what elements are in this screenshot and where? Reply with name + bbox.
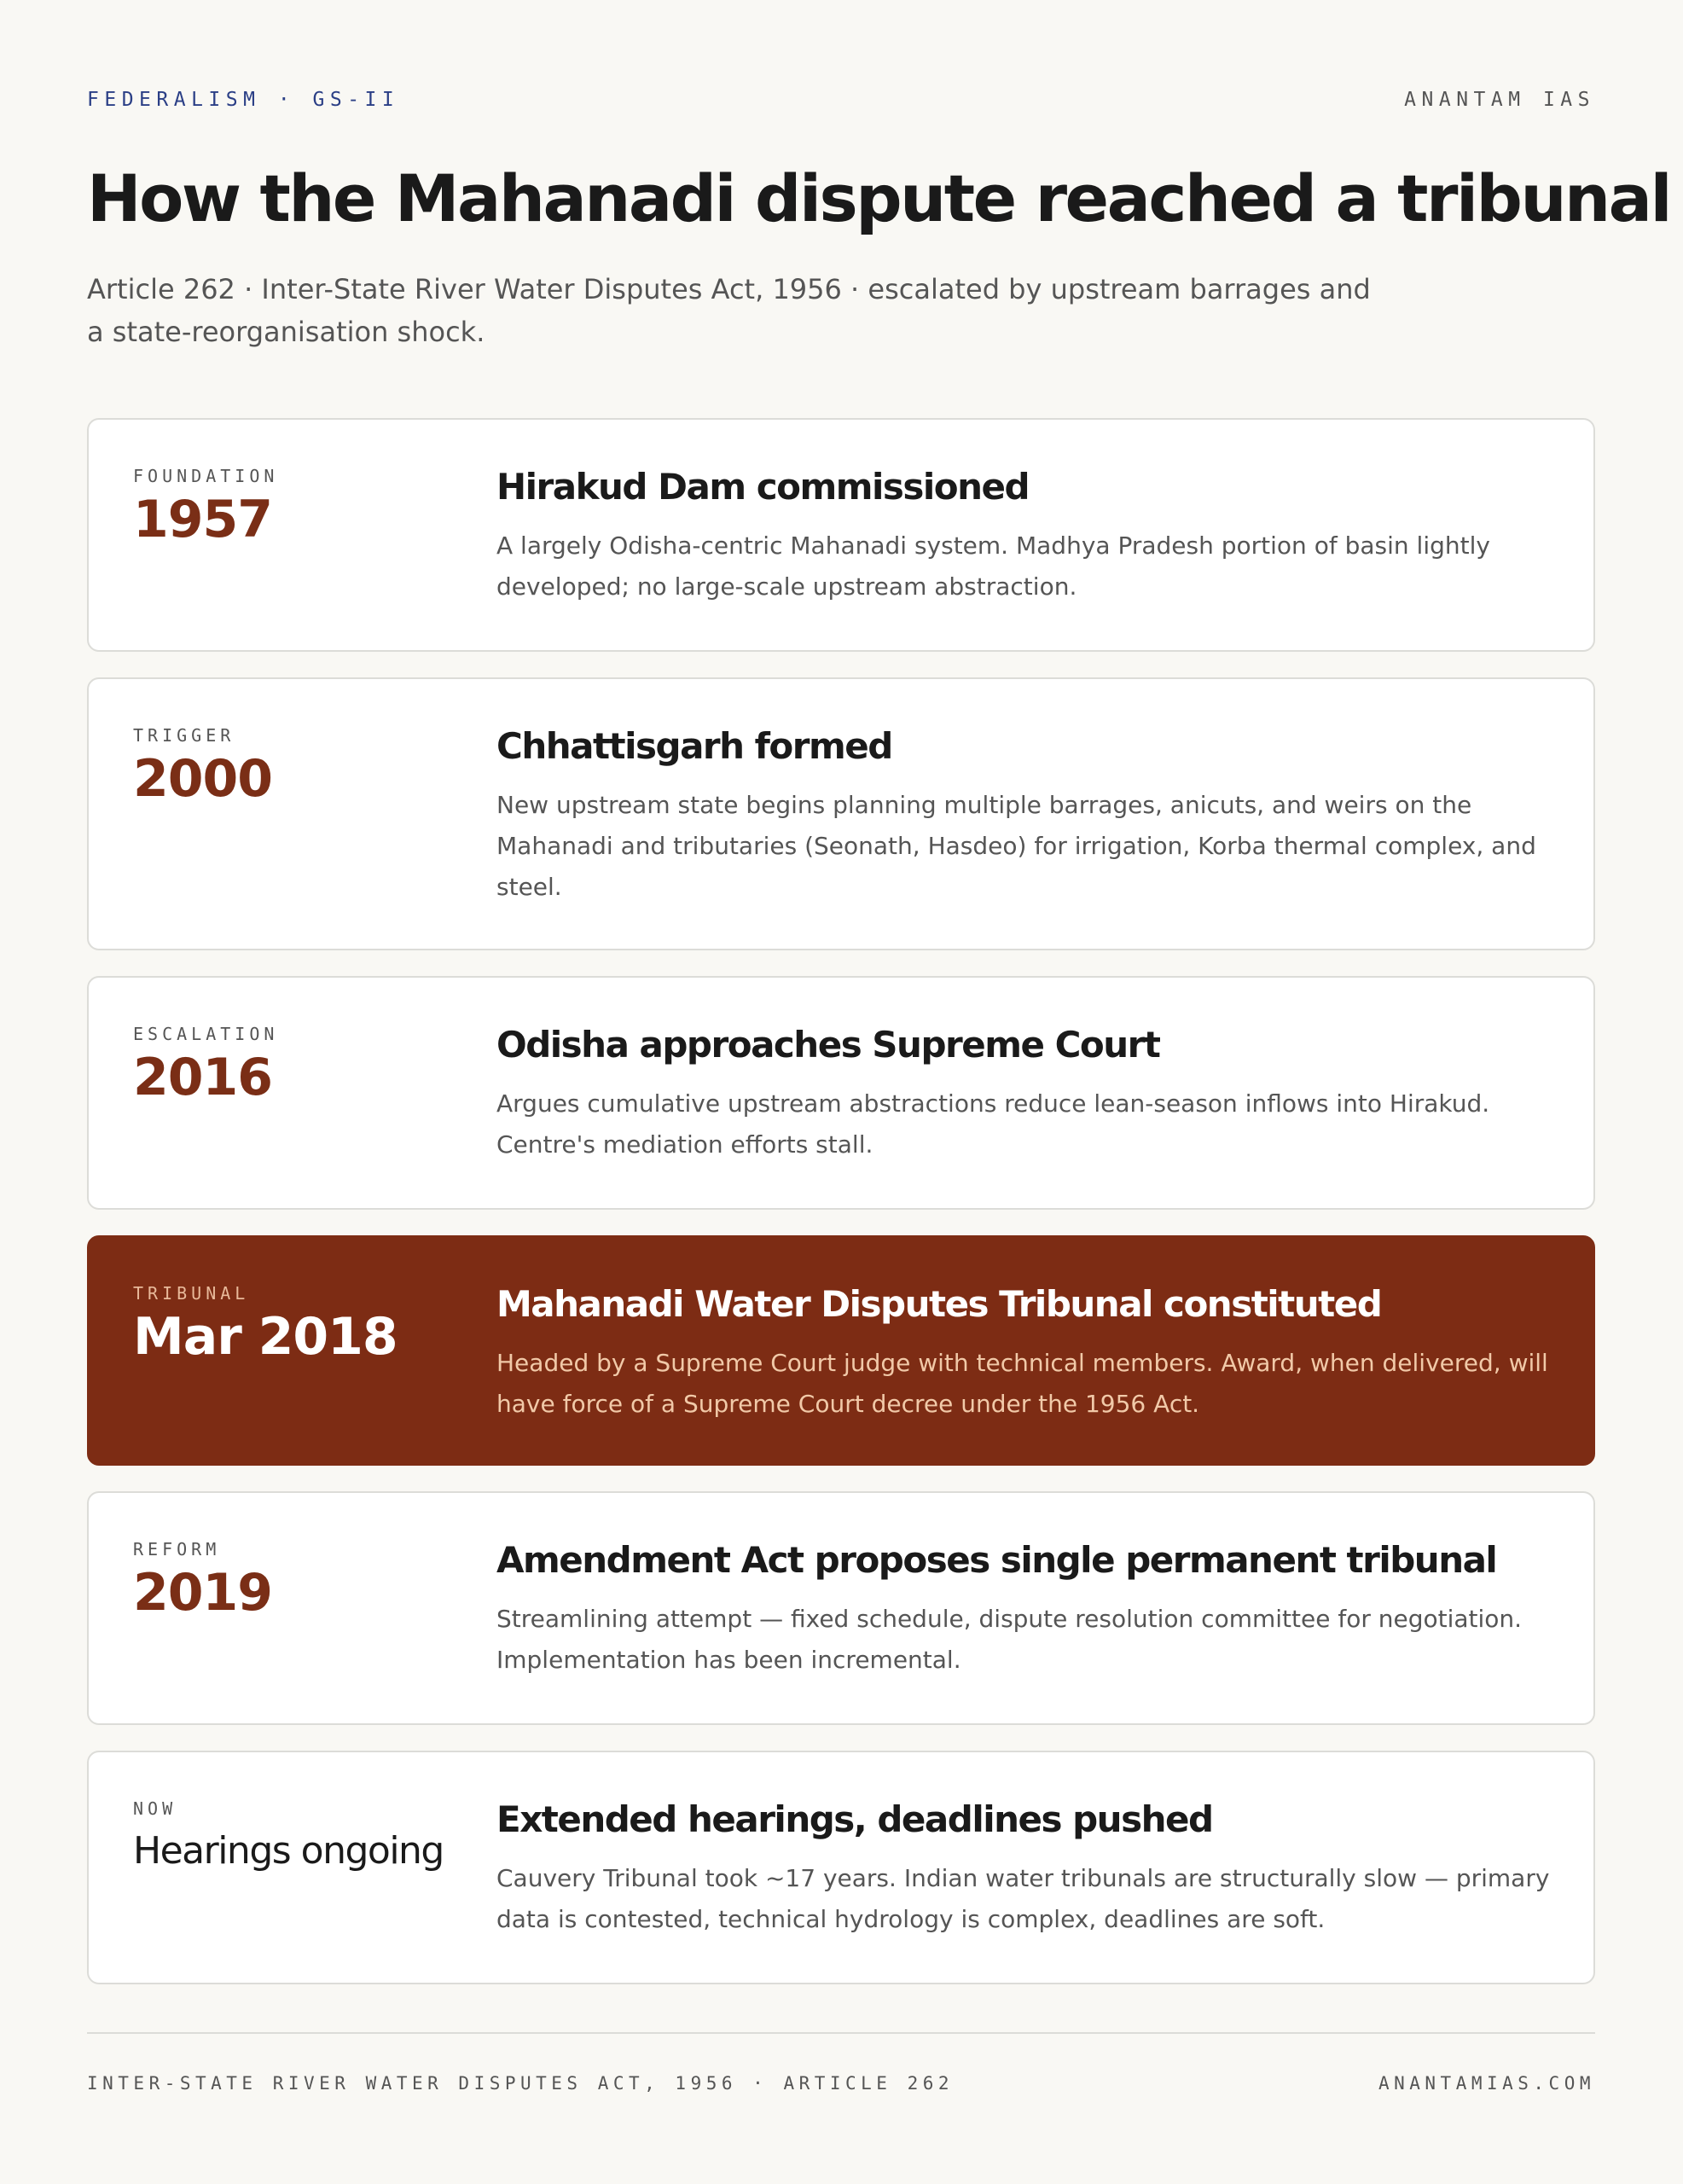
timeline-card-foundation <box>87 418 1595 652</box>
timeline-card-tribunal <box>87 1235 1595 1466</box>
card-heading: Odisha approaches Supreme Court <box>496 1024 1160 1066</box>
card-heading: Chhattisgarh formed <box>496 725 892 767</box>
timeline-card-escalation <box>87 976 1595 1210</box>
footer-website-link[interactable]: ANANTAMIAS.COM <box>1378 2073 1595 2094</box>
footer-divider <box>87 2032 1595 2034</box>
timeline-card-now <box>87 1751 1595 1984</box>
brand-name: ANANTAM IAS <box>1404 89 1595 111</box>
card-heading: Amendment Act proposes single permanent tribunal <box>496 1539 1497 1581</box>
card-description: Headed by a Supreme Court judge with technical members. Award, when delivered, will have force of a Supreme Court decree under the 1956 Act. <box>496 1349 1548 1418</box>
card-label: ESCALATION <box>133 1024 279 1044</box>
card-year: 2019 <box>133 1563 272 1623</box>
card-label: REFORM <box>133 1539 221 1560</box>
page-title: How the Mahanadi dispute reached a tribunal <box>87 160 1670 236</box>
card-description: A largely Odisha-centric Mahanadi system. Madhya Pradesh portion of basin lightly developed; no large-scale upstream abstraction. <box>496 531 1490 601</box>
card-heading: Extended hearings, deadlines pushed <box>496 1798 1213 1840</box>
card-year: Mar 2018 <box>133 1307 398 1367</box>
footer <box>87 2073 1595 2099</box>
card-year: 2000 <box>133 749 272 809</box>
card-label: FOUNDATION <box>133 466 279 486</box>
footer-reference: INTER-STATE RIVER WATER DISPUTES ACT, 1956 · ARTICLE 262 <box>87 2073 955 2094</box>
card-heading: Mahanadi Water Disputes Tribunal constituted <box>496 1283 1382 1325</box>
card-label: TRIBUNAL <box>133 1283 250 1304</box>
card-label: NOW <box>133 1798 177 1819</box>
card-description: New upstream state begins planning multiple barrages, anicuts, and weirs on the Mahanadi and tributaries (Seonath, Hasdeo) for irrigation, Korba thermal complex, and steel. <box>496 791 1536 901</box>
page-subtitle: Article 262 · Inter-State River Water Disputes Act, 1956 · escalated by upstream barrages and a state-reorganisation shock. <box>87 273 1371 348</box>
timeline-card-trigger <box>87 677 1595 950</box>
card-status: Hearings ongoing <box>133 1829 444 1873</box>
category-tag: FEDERALISM · GS-II <box>87 89 400 111</box>
card-description: Argues cumulative upstream abstractions reduce lean-season inflows into Hirakud. Centre's mediation efforts stall. <box>496 1089 1490 1159</box>
card-year: 1957 <box>133 490 272 549</box>
card-heading: Hirakud Dam commissioned <box>496 466 1030 508</box>
card-year: 2016 <box>133 1048 272 1107</box>
top-bar <box>87 89 1595 114</box>
timeline-card-reform <box>87 1491 1595 1725</box>
card-description: Streamlining attempt — fixed schedule, dispute resolution committee for negotiation. Implementation has been incremental. <box>496 1605 1523 1674</box>
card-description: Cauvery Tribunal took ~17 years. Indian water tribunals are structurally slow — primary data is contested, technical hydrology is complex, deadlines are soft. <box>496 1864 1550 1933</box>
card-label: TRIGGER <box>133 725 235 746</box>
